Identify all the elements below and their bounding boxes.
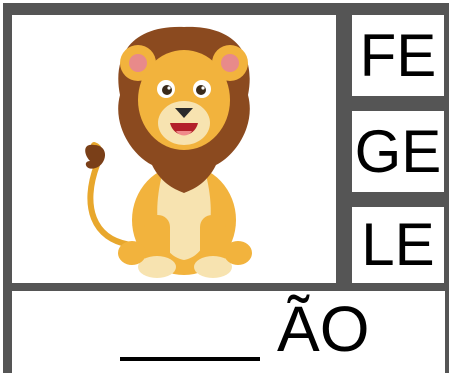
syllable-option-2[interactable]: GE: [352, 111, 444, 192]
worksheet-card: [3, 3, 449, 373]
answer-blank[interactable]: [120, 357, 260, 361]
answer-panel: [12, 291, 445, 373]
lion-icon: [12, 15, 336, 283]
syllable-option-3[interactable]: LE: [352, 207, 444, 283]
syllable-option-1[interactable]: FE: [352, 15, 444, 96]
picture-panel: [12, 15, 336, 283]
word-suffix: ÃO: [277, 293, 370, 365]
